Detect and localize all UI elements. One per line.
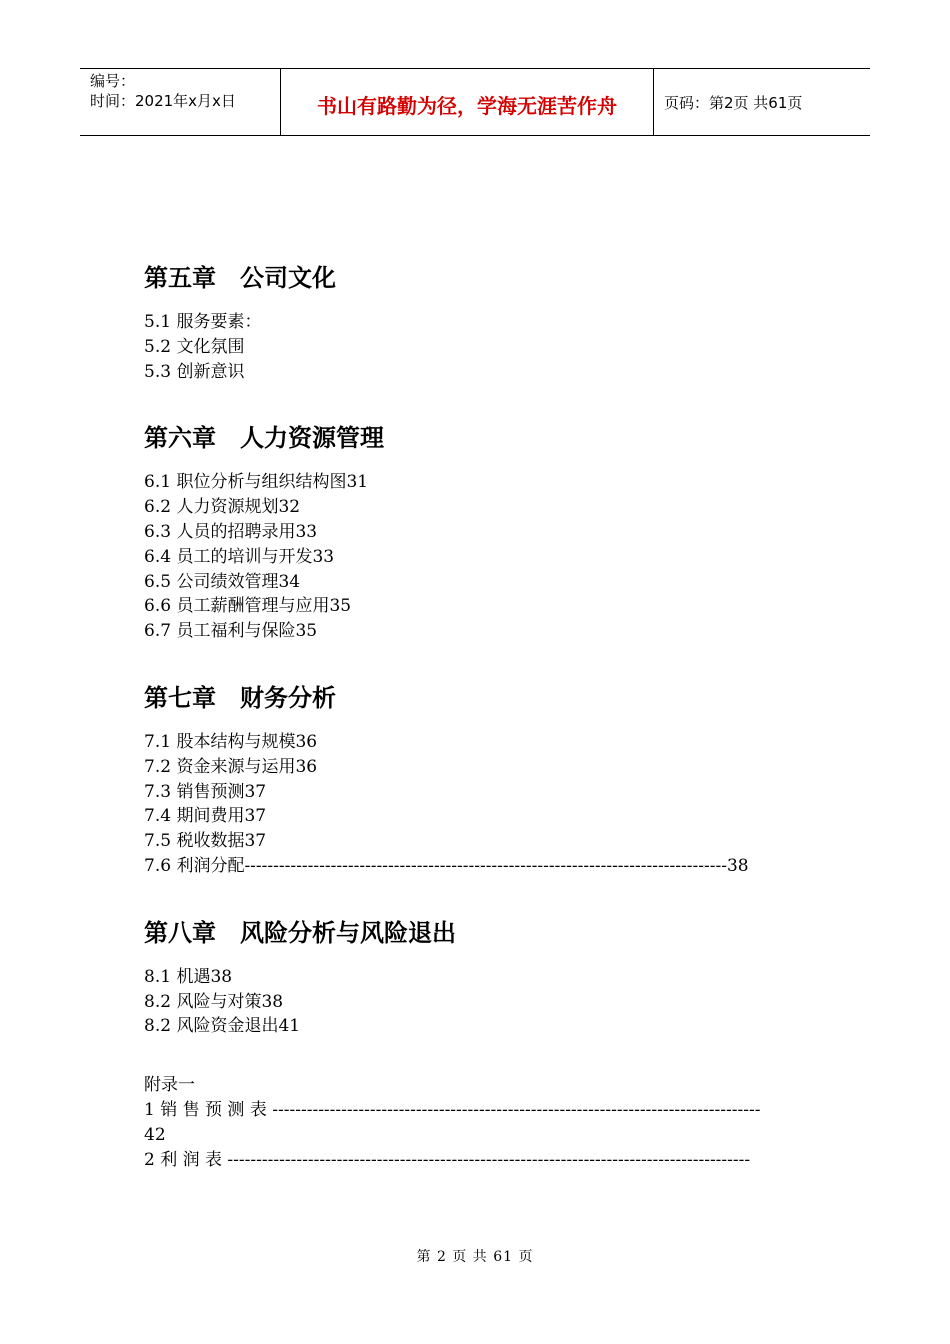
toc-item: 6.7 员工福利与保险35 [144,621,318,642]
toc-item: 7.5 税收数据37 [144,831,267,852]
chapter-8 [144,913,814,1039]
toc-item: 6.5 公司绩效管理34 [144,571,301,592]
toc-item: 5.3 创新意识 [144,361,245,382]
chapter-6 [144,418,814,644]
toc-item: 7.1 股本结构与规模36 [144,731,318,752]
appendix-item: 1 销 售 预 测 表 ------------------------------------------------------------------------------------- [144,1099,761,1120]
table-of-contents [144,258,814,1172]
chapter-title: 第八章 风险分析与风险退出 [144,918,456,947]
toc-item: 6.2 人力资源规划32 [144,497,301,518]
toc-item: 8.2 风险资金退出41 [144,1016,301,1037]
document-number-label: 编号： [90,72,136,90]
toc-item: 6.3 人员的招聘录用33 [144,521,318,542]
page-header [80,68,870,136]
chapter-title: 第六章 人力资源管理 [144,424,384,453]
header-page-info: 页码：第2页 共61页 [664,93,803,112]
header-motto: 书山有路勤为径，学海无涯苦作舟 [281,69,654,135]
appendix [144,1073,814,1172]
toc-item: 8.2 风险与对策38 [144,991,284,1012]
chapter-title: 第七章 财务分析 [144,683,336,712]
toc-item: 7.6 利润分配------------------------------------------------------------------------------------38 [144,855,749,876]
toc-item: 7.3 销售预测37 [144,781,267,802]
chapter-5 [144,258,814,384]
appendix-item-page: 42 [144,1124,166,1145]
toc-item: 7.2 资金来源与运用36 [144,756,318,777]
page-footer: 第 2 页 共 61 页 [416,1249,534,1265]
document-date: 时间：2021年x月x日 [90,92,236,110]
appendix-item: 2 利 润 表 ------------------------------------------------------------------------------------------- [144,1149,751,1170]
appendix-title: 附录一 [144,1075,195,1096]
toc-item: 7.4 期间费用37 [144,806,267,827]
toc-item: 6.1 职位分析与组织结构图31 [144,472,369,493]
toc-item: 5.1 服务要素： [144,312,262,332]
header-left-cell [80,69,281,135]
toc-item: 6.4 员工的培训与开发33 [144,546,335,567]
toc-item: 6.6 员工薪酬管理与应用35 [144,596,352,617]
chapter-7 [144,678,814,879]
toc-item: 5.2 文化氛围 [144,336,245,357]
toc-item: 8.1 机遇38 [144,966,233,987]
chapter-title: 第五章 公司文化 [144,264,336,292]
